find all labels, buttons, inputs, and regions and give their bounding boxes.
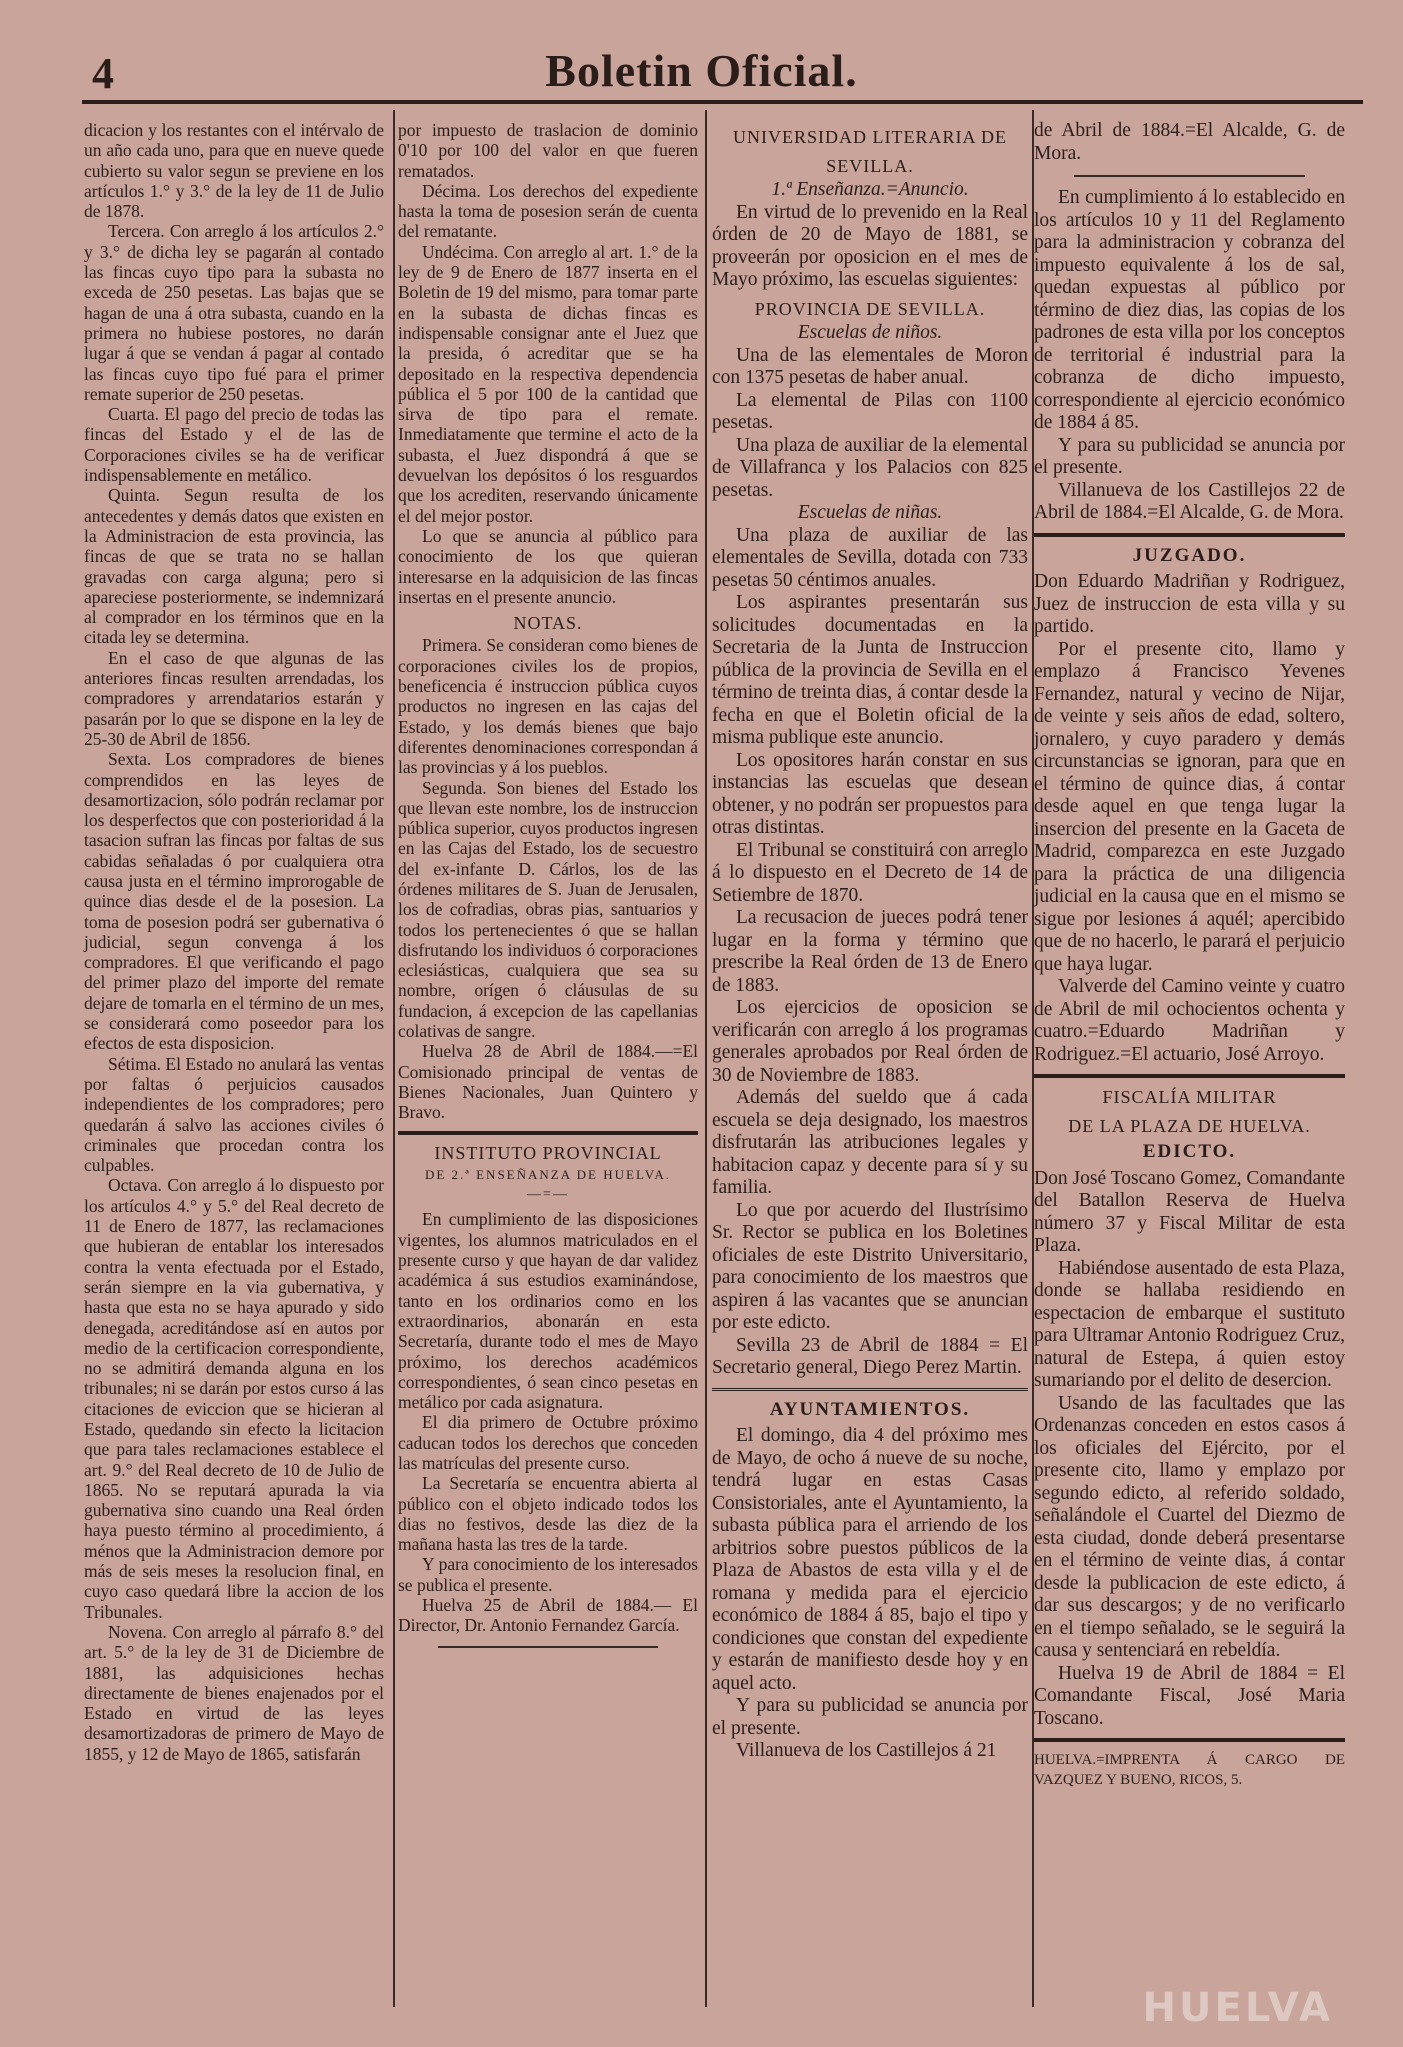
paragraph: Lo que por acuerdo del Ilustrísimo Sr. Rector se publica en los Boletines oficiales de este Distrito Universitario, para conocimiento de los maestros que aspiren á las vacantes que se anuncian por este edicto. [712,1199,1028,1333]
column-divider [705,110,707,2007]
paragraph: Sexta. Los compradores de bienes comprendidos en las leyes de desamortizacion, sólo podrán reclamar por los desperfectos que con posterioridad á la tasacion sufran las fincas por faltas de sus cabidas señaladas ó por cualquiera otra causa justa en el término improrogable de quince dias desde el de la posesion. La toma de posesion podrá ser gubernativa ó judicial, segun convenga á los compradores. El que verificando el pago del primer plazo del importe del remate dejare de tomarla en el término de un mes, se considerará como poseedor para los efectos de esta disposicion. [84,749,384,1054]
paragraph: En virtud de lo prevenido en la Real órden de 20 de Mayo de 1881, se proveerán por oposicion en el mes de Mayo próximo, las escuelas siguientes: [712,201,1028,290]
paragraph: Y para su publicidad se anuncia por el presente. [1034,434,1345,478]
paragraph: Segunda. Son bienes del Estado los que llevan este nombre, los de instruccion pública superior, cuyos productos ingresen en las Cajas del Estado, los de secuestro del ex-infante D. Cárlos, los de las órdenes militares de S. Juan de Jerusalen, los de cofradias, obras pias, santuarios y todos los pertenecientes ó que se hallan disfrutando los individuos ó corporaciones eclesiásticas, cualquiera que sea su nombre, orígen ó cláusulas de su fundacion, á excepcion de las capellanias colativas de sangre. [398,777,698,1042]
paragraph: Huelva 19 de Abril de 1884 = El Comandante Fiscal, José Maria Toscano. [1034,1662,1345,1729]
column-3 [712,120,1028,1763]
paragraph: Sevilla 23 de Abril de 1884 = El Secretario general, Diego Perez Martin. [712,1334,1028,1378]
imprint: HUELVA.=IMPRENTA Á CARGO DE VAZQUEZ Y BUENO, RICOS, 5. [1034,1752,1345,1788]
paragraph: de Abril de 1884.=El Alcalde, G. de Mora. [1034,120,1345,164]
paragraph: Sétima. El Estado no anulará las ventas por faltas ó perjuicios causados independientes de los compradores; pero quedarán á salvo las acciones civiles ó criminales que procedan contra los culpables. [84,1053,384,1176]
edicto-heading: EDICTO. [1142,1141,1237,1162]
paragraph: La recusacion de jueces podrá tener lugar en la forma y término que prescribe la Real órden de 13 de Enero de 1883. [712,907,1028,996]
section-rule [712,1388,1028,1391]
paragraph: Don Eduardo Madriñan y Rodriguez, Juez de instruccion de esta villa y su partido. [1034,571,1345,637]
paragraph: El domingo, dia 4 del próximo mes de Mayo, de ocho á nueve de su noche, tendrá lugar en estas Casas Consistoriales, ante el Ayuntamiento, la subasta pública para el arriendo de los arbitrios sobre puestos públicos de la Plaza de Abastos de esta villa y el de romana y medida para el ejercicio económico de 1884 á 85, bajo el tipo y condiciones que constan del expediente y estarán de manifiesto desde hoy y en aquel acto. [712,1425,1028,1694]
paragraph: por impuesto de traslacion de dominio 0'10 por 100 del valor en que fueren rematados. [398,120,698,181]
section-rule [1034,533,1345,537]
paragraph: dicacion y los restantes con el intérvalo de un año cada uno, para que en nueve quede cubierto su valor segun se previene en los artículos 1.° y 3.° de la ley de 11 de Julio de 1878. [84,120,384,222]
paragraph: Y para su publicidad se anuncia por el presente. [712,1695,1028,1739]
universidad-heading: UNIVERSIDAD LITERARIA DE [733,127,1007,147]
notas-heading: NOTAS. [513,613,583,634]
paragraph: Por el presente cito, llamo y emplazo á Francisco Yevenes Fernandez, natural y vecino de Nijar, de veinte y seis años de edad, soltero, jornalero, y cuyo paradero y demás circunstancias se ignoran, para que en el término de quince dias, á contar desde aquel en que tenga lugar la insercion del presente en la Gaceta de Madrid, comparezca en este Juzgado para la práctica de una diligencia judicial en la causa que en el mismo se sigue por lesiones á aquél; apercibido que de no hacerlo, le parará el perjuicio que haya lugar. [1034,638,1345,975]
paragraph: Quinta. Segun resulta de los antecedentes y demás datos que existen en la Administracion de esta provincia, las fincas de que se trata no se hallan gravadas con carga alguna; pero si apareciese posteriormente, se indemnizará al comprador en los términos que en la citada ley se determina. [84,485,384,648]
ninas-heading: Escuelas de niñas. [797,502,943,523]
paragraph: Don José Toscano Gomez, Comandante del Batallon Reserva de Huelva número 37 y Fiscal Militar de esta Plaza. [1034,1167,1345,1256]
paragraph: Usando de las facultades que las Ordenanzas conceden en estos casos á los oficiales del Ejército, por el presente cito, llamo y emplazo por segundo edicto, al referido soldado, señalándole el Cuartel del Diezmo de esta ciudad, donde deberá presentarse en el término de veinte dias, á contar desde la publicacion de este edicto, á dar sus descargos; y de no verificarlo en el tiempo señalado, se le seguirá la causa y sentenciará en rebeldía. [1034,1392,1345,1661]
paragraph: Una plaza de auxiliar de la elemental de Villafranca y los Palacios con 825 pesetas. [712,434,1028,501]
paragraph: Los ejercicios de oposicion se verificarán con arreglo á los programas generales aprobados por Real órden de 30 de Noviembre de 1883. [712,997,1028,1086]
paragraph: El dia primero de Octubre próximo caducan todos los derechos que conceden las matrículas del presente curso. [398,1412,698,1473]
instituto-dash: —=— [527,1187,569,1203]
page-number: 4 [92,49,114,98]
paragraph: Novena. Con arreglo al párrafo 8.° del art. 5.° de la ley de 31 de Diciembre de 1881, las adquisiciones hechas directamente de bienes enajenados por el Estado en virtud de las leyes desamortizadoras de primero de Mayo de 1855, y 12 de Mayo de 1865, satisfarán [84,1621,384,1764]
page-title: Boletin Oficial. [545,45,858,96]
column-divider [393,110,395,2007]
paragraph: Huelva 28 de Abril de 1884.—=El Comisionado principal de ventas de Bienes Nacionales, Juan Quintero y Bravo. [398,1041,698,1123]
paragraph: Y para conocimiento de los interesados se publica el presente. [398,1554,698,1595]
section-rule [1074,175,1305,177]
paragraph: Villanueva de los Castillejos 22 de Abril de 1884.=El Alcalde, G. de Mora. [1034,479,1345,523]
paragraph: Tercera. Con arreglo á los artículos 2.° y 3.° de dicha ley se pagarán al contado las fincas cuyo tipo para la subasta no exceda de 250 pesetas. Las bajas que se hagan de una á otra subasta, cuando en la primera no hubiese postores, no darán lugar á que se vendan á pagar al contado las fincas cuyo tipo fué para el primer remate superior de 250 pesetas. [84,221,384,404]
paragraph: Una de las elementales de Moron con 1375 pesetas de haber anual. [712,344,1028,388]
end-rule [438,1646,658,1648]
library-watermark: HUELVA [1142,1985,1333,2031]
paragraph: Huelva 25 de Abril de 1884.— El Director, Dr. Antonio Fernandez García. [398,1595,698,1636]
paragraph: Undécima. Con arreglo al art. 1.° de la ley de 9 de Enero de 1877 inserta en el Boletin de 19 del mismo, para tomar parte en la subasta de dichas fincas es indispensable consignar ante el Juez que la presida, ó acreditar que se ha depositado en la respectiva dependencia pública el 5 por 100 de la cantidad que sirva de tipo para el remate. Inmediatamente que termine el acto de la subasta, el Juez dispondrá á que se devuelvan los depósitos ó los resguardos que los acrediten, reservando únicamente el del mejor postor. [398,241,698,526]
paragraph: Valverde del Camino veinte y cuatro de Abril de mil ochocientos ochenta y cuatro.=Eduardo Madriñan y Rodriguez.=El actuario, José Arroyo. [1034,976,1345,1065]
paragraph: Octava. Con arreglo á lo dispuesto por los artículos 4.° y 5.° del Real decreto de 11 de Enero de 1877, las reclamaciones que hubieran de entablar los interesados contra la venta efectuada por el Estado, serán siempre en la via gubernativa, y hasta que esta no se haya apurado y sido denegada, acreditándose así en autos por medio de la certificacion correspondiente, no se admitirá demanda alguna en los tribunales; ni se darán por estos curso á las citaciones de eviccion que se hicieran al Estado, quedando sin efecto la licitacion que para tales reclamaciones establece el art. 9.° del Real decreto de 10 de Julio de 1865. No se reputará apurada la via gubernativa sino cuando una Real órden haya puesto término al procedimiento, á ménos que la Administracion demore por más de seis meses la resolucion final, en cuyo caso quedará libre la accion de los Tribunales. [84,1175,384,1622]
column-1 [84,120,384,1764]
juzgado-heading: JUZGADO. [1132,544,1247,566]
paragraph: La elemental de Pilas con 1100 pesetas. [712,389,1028,433]
column-4 [1034,120,1345,1790]
universidad-subheading: 1.ª Enseñanza.=Anuncio. [771,179,969,200]
fiscalia-heading: FISCALÍA MILITAR [1102,1087,1277,1107]
paragraph: Villanueva de los Castillejos á 21 [736,1740,997,1761]
section-rule [1034,1738,1345,1742]
paragraph: La Secretaría se encuentra abierta al público con el objeto indicado todos los dias no festivos, desde las diez de la mañana hasta las tres de la tarde. [398,1473,698,1555]
paragraph: Los aspirantes presentarán sus solicitudes documentadas en la Secretaria de la Junta de Instruccion pública de la provincia de Sevilla en el término de treinta dias, á contar desde la fecha en que el Boletin oficial de la misma publique este anuncio. [712,592,1028,748]
fiscalia-subheading: DE LA PLAZA DE HUELVA. [1068,1115,1311,1136]
provincia-heading: PROVINCIA DE SEVILLA. [754,298,986,319]
ninos-heading: Escuelas de niños. [797,322,943,343]
paragraph: Además del sueldo que á cada escuela se deja designado, los maestros disfrutarán las atribuciones legales y habitacion capaz y decente para sí y su familia. [712,1087,1028,1198]
paragraph: Los opositores harán constar en sus instancias las escuelas que desean obtener, y no podrán ser propuestos para otras distintas. [712,749,1028,838]
paragraph: En el caso de que algunas de las anteriores fincas resulten arrendadas, los compradores y arrendatarios estarán y pasarán por lo que se dispone en la ley de 25-30 de Abril de 1856. [84,647,384,749]
paragraph: Cuarta. El pago del precio de todas las fincas del Estado y el de las de Corporaciones civiles se ha de verificar indispensablemente en metálico. [84,404,384,486]
paragraph: El Tribunal se constituirá con arreglo á lo dispuesto en el Decreto de 14 de Setiembre de 1870. [712,839,1028,906]
paragraph: Habiéndose ausentado de esta Plaza, donde se hallaba residiendo en espectacion de embarque el sustituto para Ultramar Antonio Rodriguez Cruz, natural de Estepa, á quien estoy sumariando por el delito de desercion. [1034,1257,1345,1391]
section-rule [1034,1074,1345,1078]
section-rule [398,1131,698,1135]
paragraph: Décima. Los derechos del expediente hasta la toma de posesion serán de cuenta del rematante. [398,180,698,242]
paragraph: Lo que se anuncia al público para conocimiento de los que quieran interesarse en la adquisicion de las fincas insertas en el presente anuncio. [398,525,698,607]
column-2 [398,120,698,1658]
ayuntamientos-heading: AYUNTAMIENTOS. [769,1398,971,1420]
universidad-city: SEVILLA. [826,155,914,176]
paragraph: Una plaza de auxiliar de las elementales de Sevilla, dotada con 733 pesetas 50 céntimos anuales. [712,524,1028,591]
instituto-subheading: DE 2.ª ENSEÑANZA DE HUELVA. [424,1166,672,1182]
instituto-heading: INSTITUTO PROVINCIAL [434,1142,662,1163]
header-rule [82,100,1363,104]
paragraph: En cumplimiento á lo establecido en los artículos 10 y 11 del Reglamento para la administracion y cobranza del impuesto equivalente á los de sal, quedan expuestas al público por término de diez dias, las copias de los padrones de esta villa por los conceptos de territorial é industrial para la cobranza de dicho impuesto, correspondiente al ejercicio económico de 1884 á 85. [1034,187,1345,433]
paragraph: En cumplimiento de las disposiciones vigentes, los alumnos matriculados en el presente curso y que hayan de dar validez académica á sus estudios examinándose, tanto en los ordinarios como en los extraordinarios, abonarán en esta Secretaría, durante todo el mes de Mayo próximo, los derechos académicos correspondientes, ó sean cinco pesetas en metálico por cada asignatura. [398,1209,698,1413]
paragraph: Primera. Se consideran como bienes de corporaciones civiles los de propios, beneficencia é instruccion pública cuyos productos no ingresen en las cajas del Estado, y los demás bienes que bajo diferentes denominaciones correspondan á las provincias y á los pueblos. [398,635,698,778]
